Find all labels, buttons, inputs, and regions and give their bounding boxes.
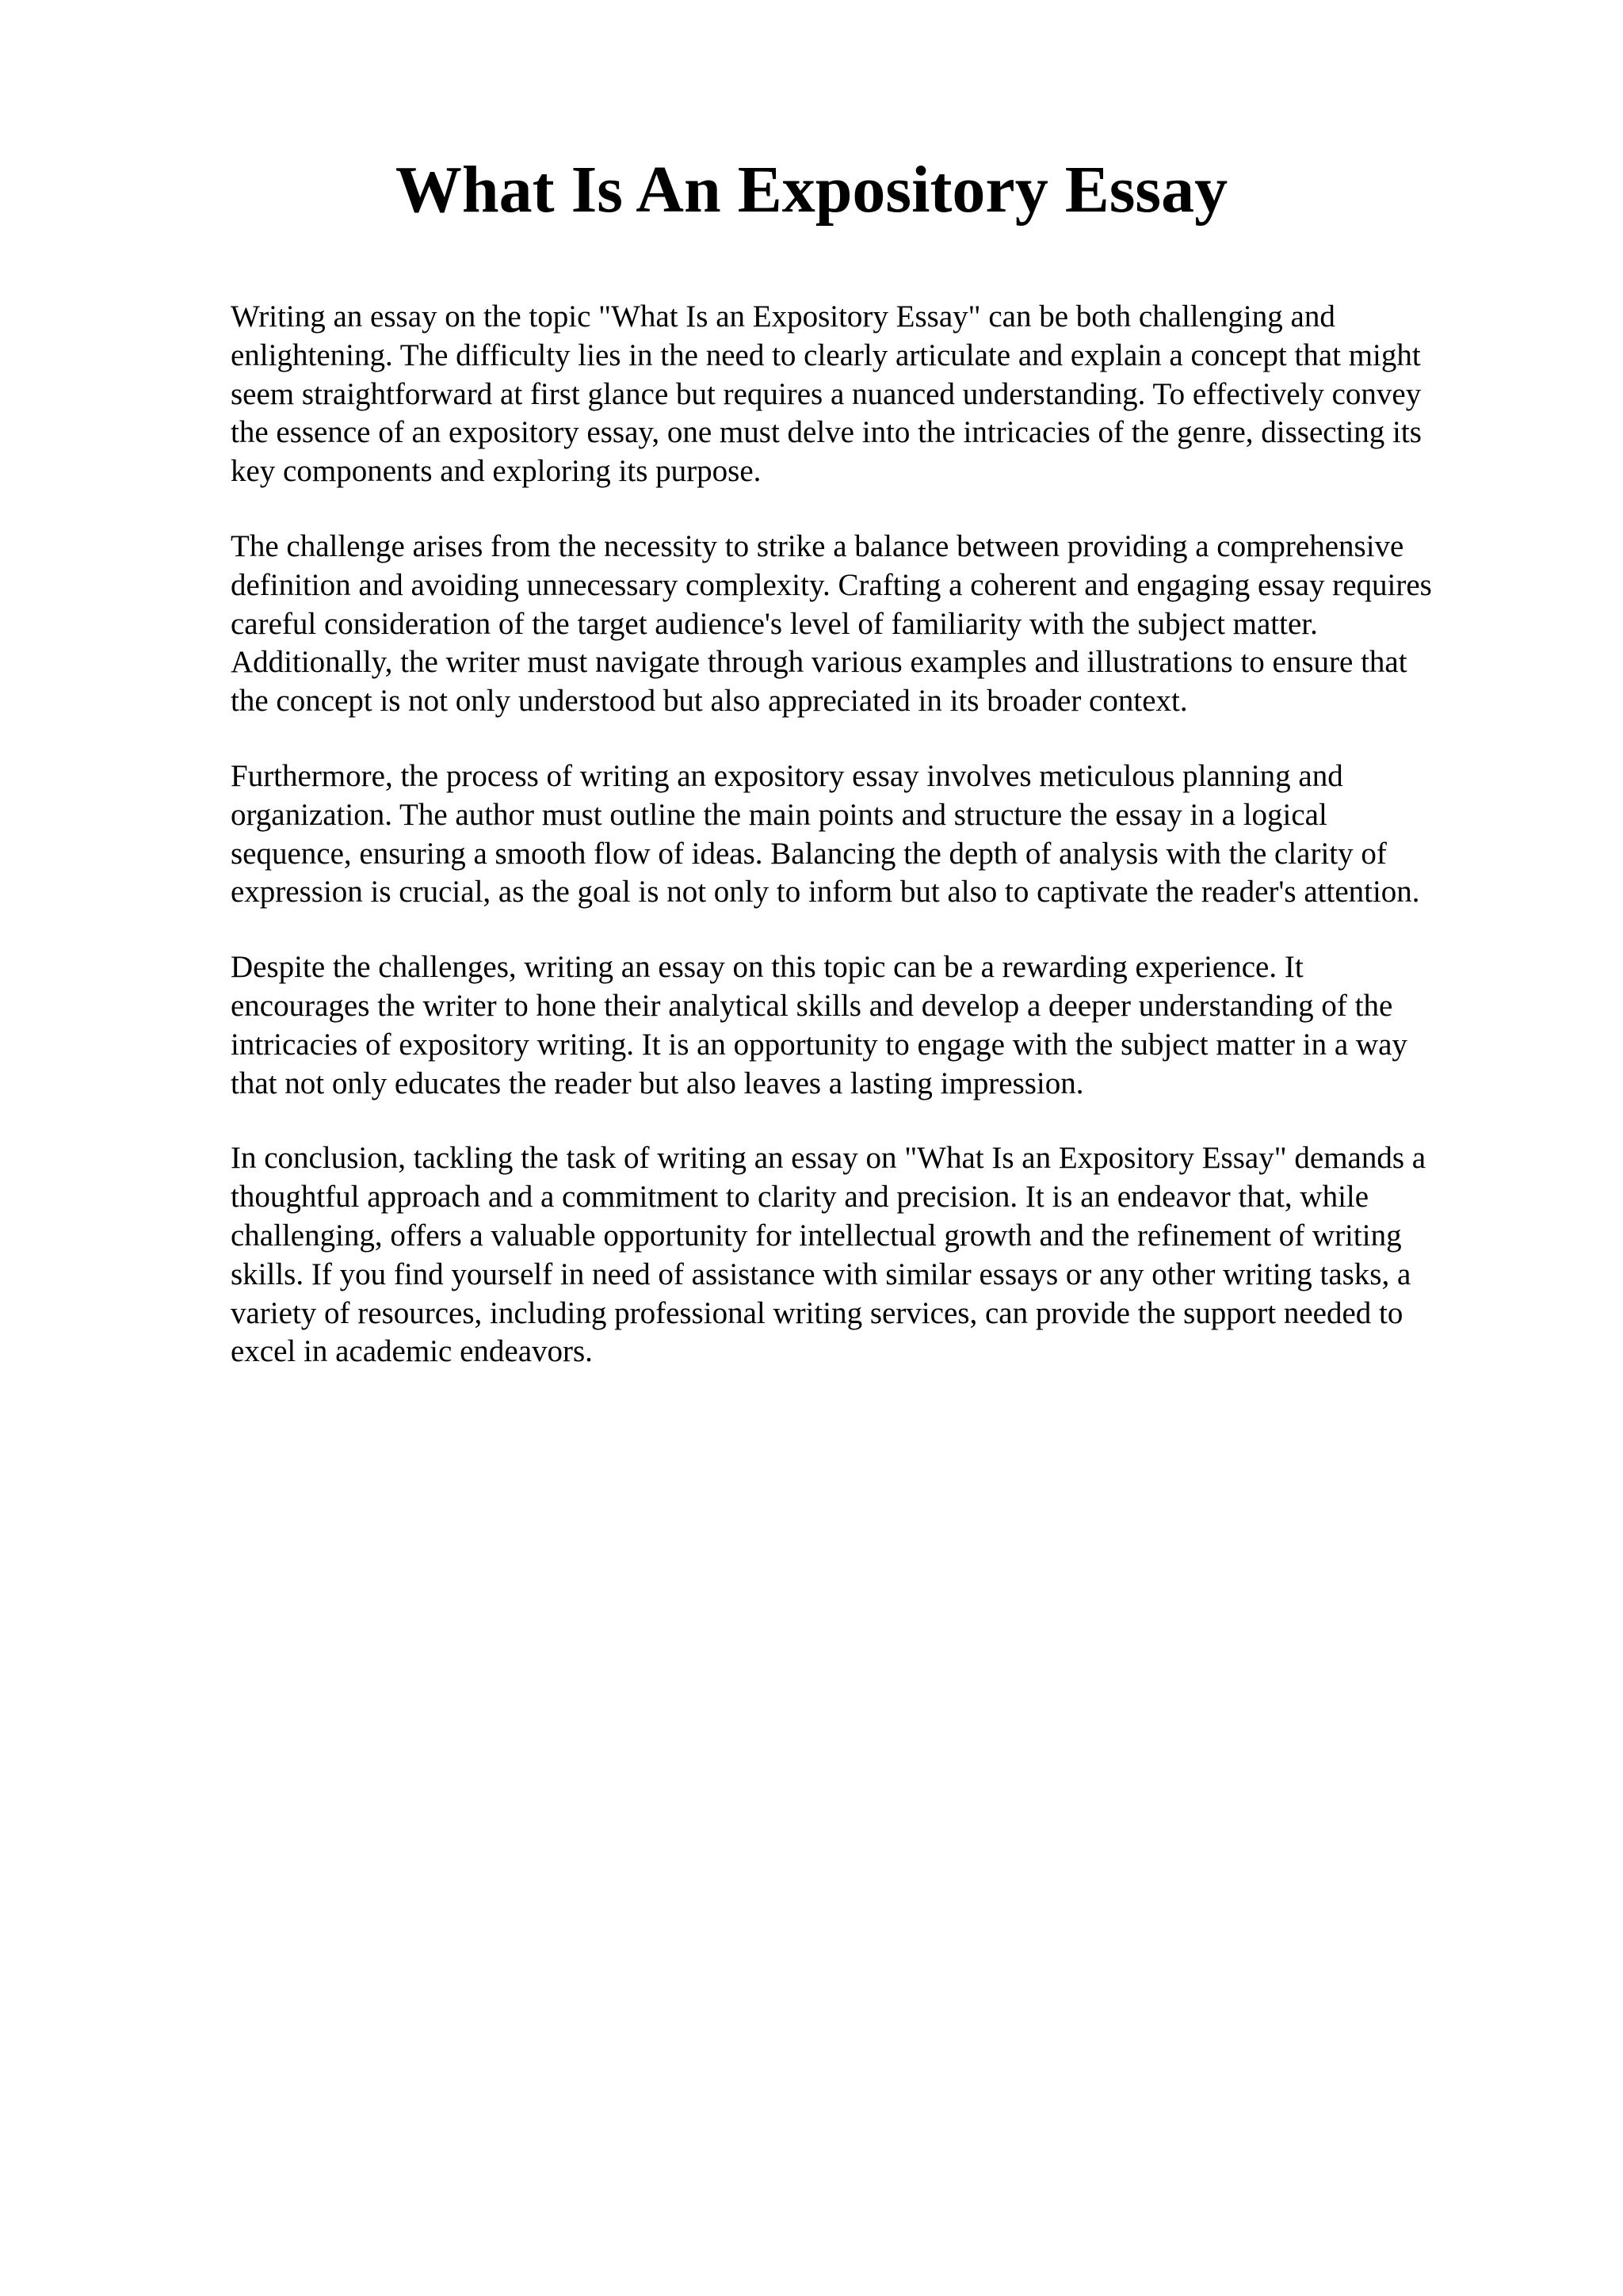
- paragraph-line: In conclusion, tackling the task of writing an essay on "What Is an Expository Essay" demands a: [231, 1141, 1426, 1176]
- paragraph-5: [231, 1139, 1522, 1371]
- paragraph-line: The challenge arises from the necessity to strike a balance between providing a comprehensive: [231, 528, 1404, 563]
- paragraph-line: key components and exploring its purpose.: [231, 454, 762, 489]
- paragraph-line: encourages the writer to hone their analytical skills and develop a deeper understanding of the: [231, 988, 1393, 1023]
- paragraph-line: intricacies of expository writing. It is an opportunity to engage with the subject matter in a way: [231, 1027, 1407, 1062]
- document-body: [231, 298, 1522, 1408]
- paragraph-line: thoughtful approach and a commitment to clarity and precision. It is an endeavor that, while: [231, 1180, 1369, 1215]
- paragraph-2: [231, 528, 1522, 721]
- paragraph-line: organization. The author must outline the main points and structure the essay in a logical: [231, 797, 1327, 832]
- document-title: What Is An Expository Essay: [395, 153, 1228, 227]
- paragraph-line: the concept is not only understood but also appreciated in its broader context.: [231, 684, 1188, 719]
- paragraph-line: sequence, ensuring a smooth flow of ideas. Balancing the depth of analysis with the clarity of: [231, 836, 1387, 871]
- paragraph-line: variety of resources, including professional writing services, can provide the support needed to: [231, 1295, 1403, 1330]
- paragraph-1: [231, 298, 1522, 491]
- paragraph-line: definition and avoiding unnecessary complexity. Crafting a coherent and engaging essay requires: [231, 567, 1432, 602]
- paragraph-line: the essence of an expository essay, one must delve into the intricacies of the genre, dissecting its: [231, 415, 1422, 450]
- paragraph-line: careful consideration of the target audience's level of familiarity with the subject matter.: [231, 606, 1318, 641]
- paragraph-line: expression is crucial, as the goal is not only to inform but also to captivate the reader's attention.: [231, 875, 1420, 910]
- paragraph-line: that not only educates the reader but also leaves a lasting impression.: [231, 1066, 1084, 1100]
- paragraph-line: Despite the challenges, writing an essay on this topic can be a rewarding experience. It: [231, 950, 1304, 985]
- paragraph-line: enlightening. The difficulty lies in the need to clearly articulate and explain a concept that might: [231, 338, 1421, 372]
- paragraph-line: excel in academic endeavors.: [231, 1334, 593, 1369]
- paragraph-line: challenging, offers a valuable opportunity for intellectual growth and the refinement of writing: [231, 1218, 1402, 1253]
- paragraph-line: Additionally, the writer must navigate through various examples and illustrations to ensure that: [231, 645, 1407, 680]
- paragraph-line: skills. If you find yourself in need of assistance with similar essays or any other writing tasks, a: [231, 1257, 1411, 1291]
- paragraph-line: Writing an essay on the topic "What Is an Expository Essay" can be both challenging and: [231, 299, 1335, 334]
- paragraph-line: Furthermore, the process of writing an expository essay involves meticulous planning and: [231, 758, 1343, 793]
- paragraph-line: seem straightforward at first glance but requires a nuanced understanding. To effectively convey: [231, 376, 1422, 411]
- paragraph-4: [231, 948, 1522, 1103]
- paragraph-3: [231, 757, 1522, 912]
